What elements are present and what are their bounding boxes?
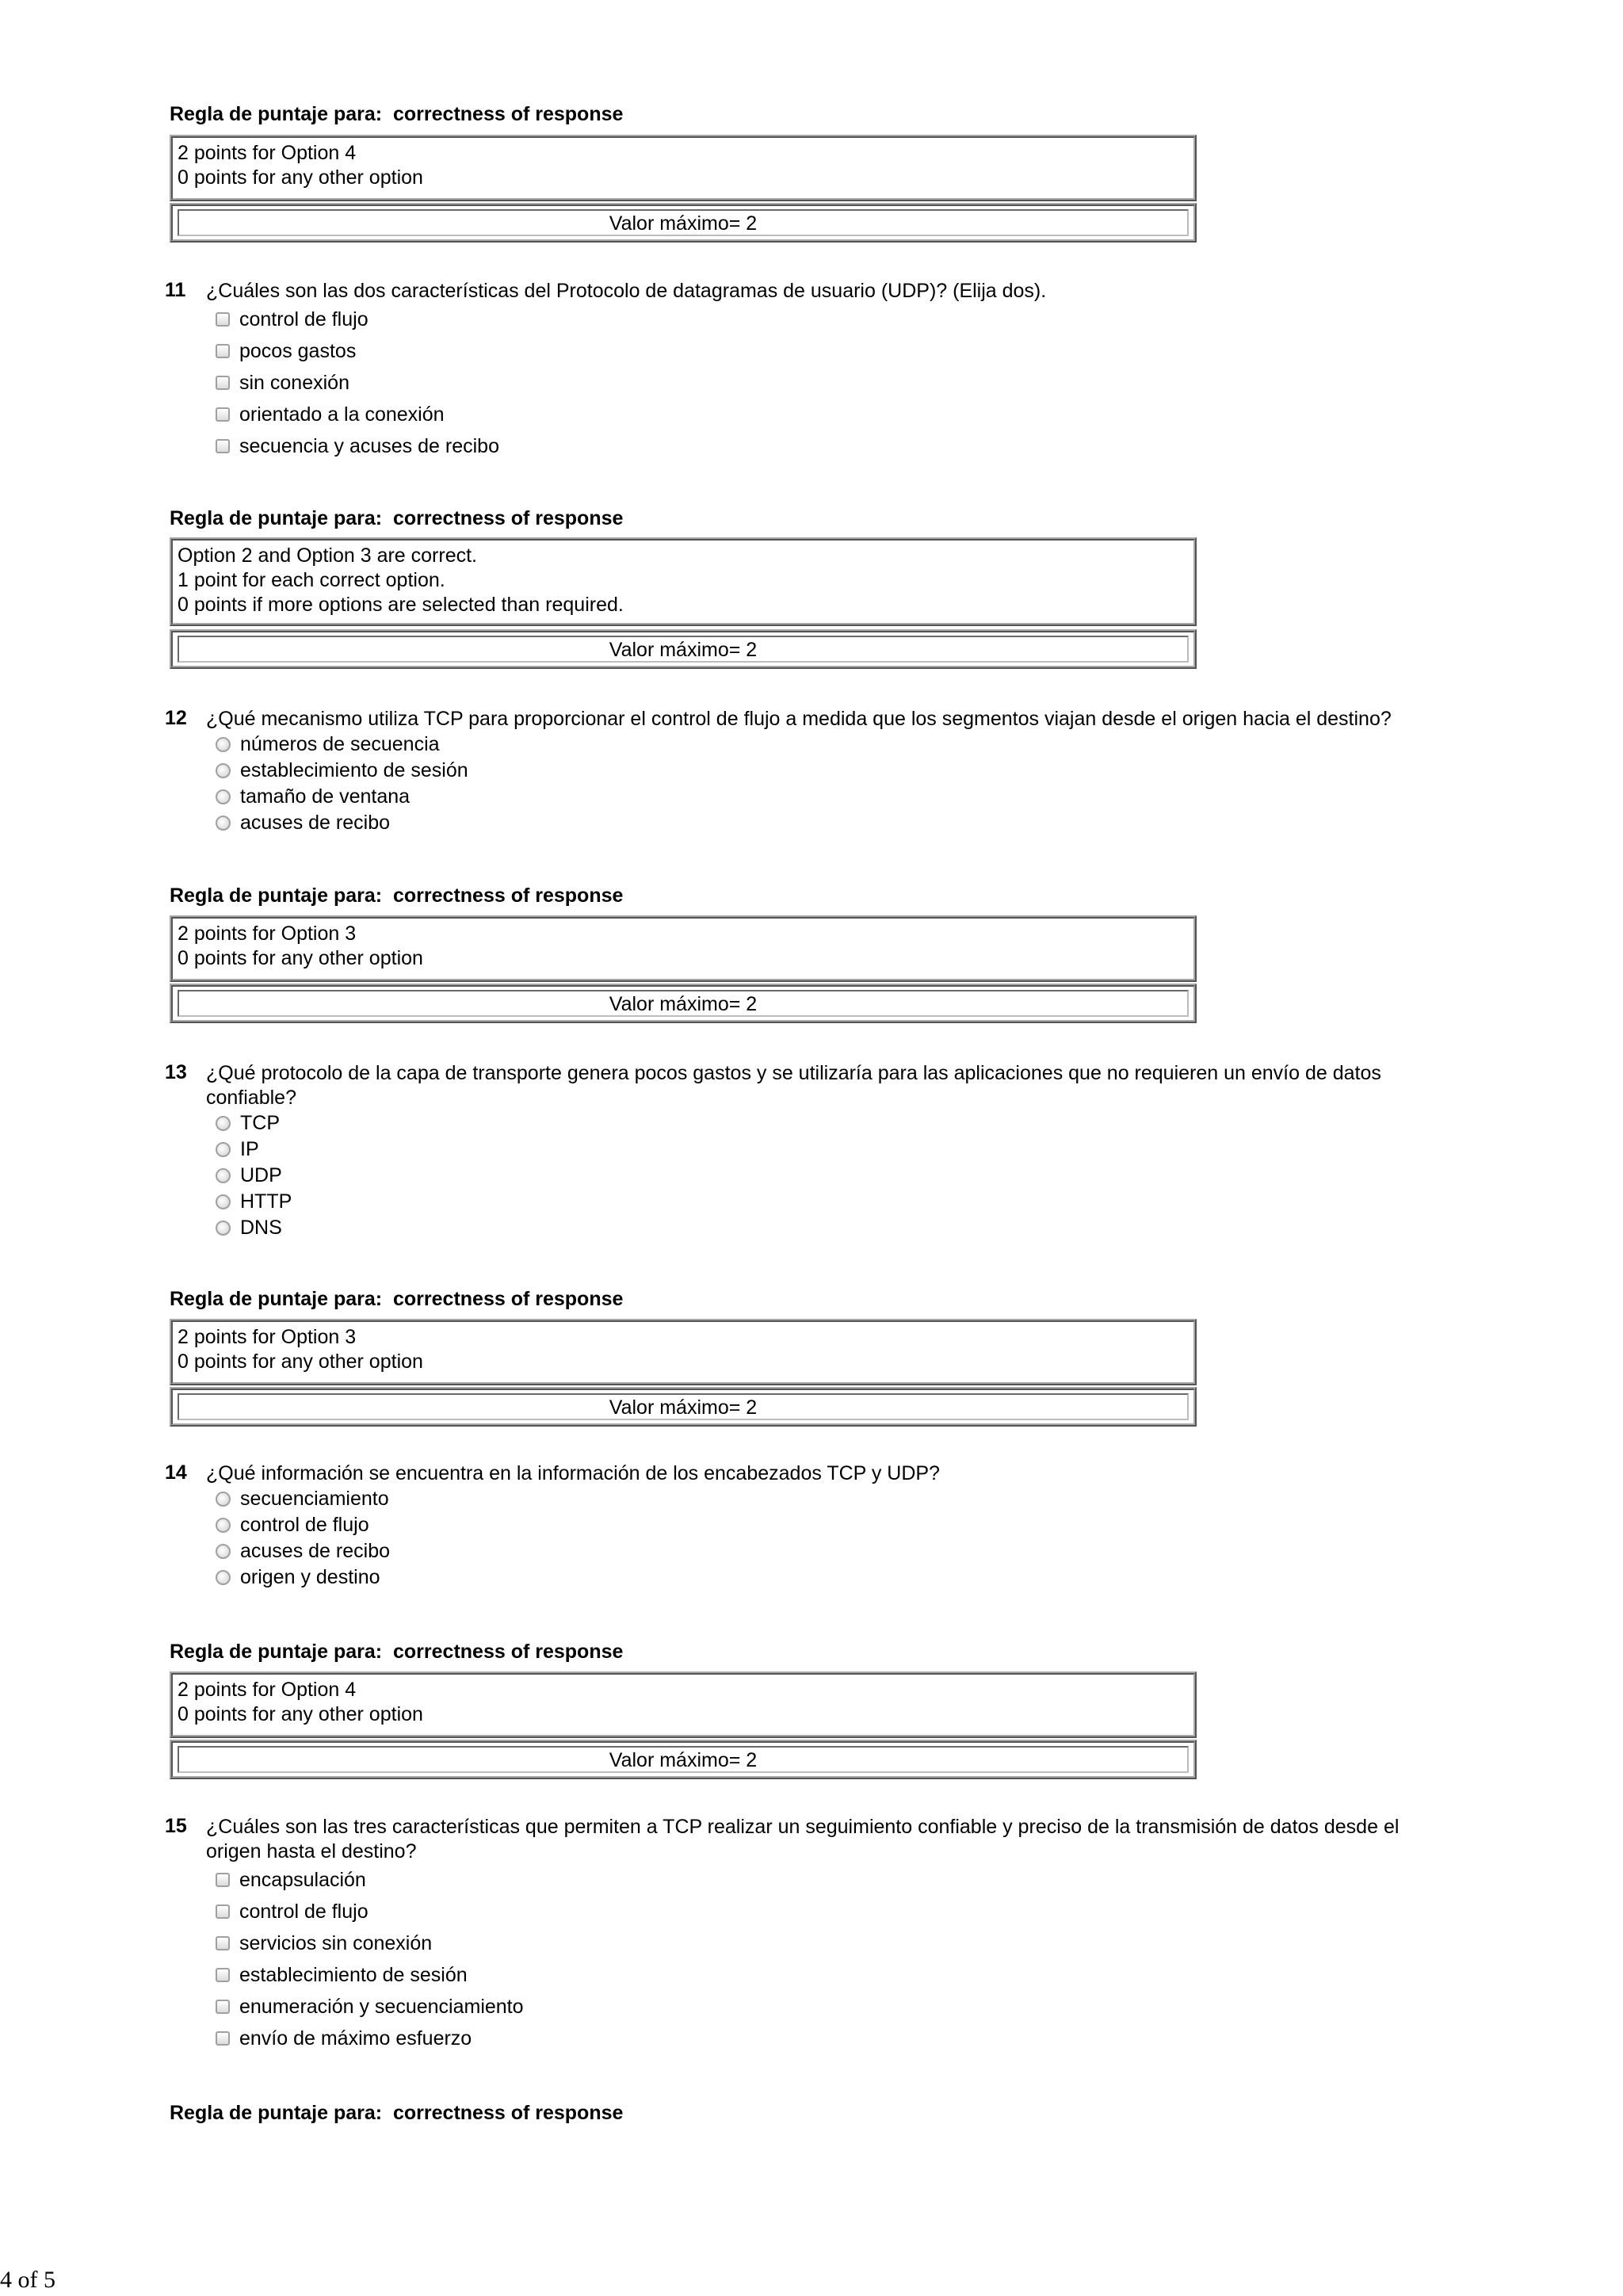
rule-line: 2 points for Option 3 [178,923,357,945]
rule-heading: Regla de puntaje para: correctness of response [170,2102,624,2124]
question-text: ¿Cuáles son las tres características que permiten a TCP realizar un seguimiento confiable y preciso de la transmisión de datos desde el origen hasta el destino? [206,1816,1400,1862]
option-label: sin conexión [239,371,349,394]
answer-option[interactable] [216,2023,1401,2054]
answer-option[interactable] [216,732,1401,758]
question [165,707,1401,836]
checkbox[interactable] [216,376,230,390]
rule-line: 0 points for any other option [178,1703,423,1725]
checkbox[interactable] [216,1968,230,1982]
option-label: números de secuencia [240,733,440,755]
checkbox[interactable] [216,312,230,327]
answer-option[interactable] [216,1110,1401,1137]
question [165,1461,1401,1591]
option-label: envío de máximo esfuerzo [239,2027,472,2050]
rule-heading: Regla de puntaje para: correctness of response [170,1641,624,1663]
option-label: control de flujo [239,308,369,330]
option-label: acuses de recibo [240,812,391,834]
question-text: ¿Cuáles son las dos características del Protocolo de datagramas de usuario (UDP)? (Elija dos). [206,280,1047,302]
answer-option[interactable] [216,335,1401,367]
rule-line: 2 points for Option 4 [178,142,357,164]
question-number: 12 [165,707,187,729]
answer-option[interactable] [216,1189,1401,1215]
rule-box [170,537,1197,626]
rule-heading: Regla de puntaje para: correctness of response [170,507,624,529]
option-label: control de flujo [240,1514,369,1536]
radio-button[interactable] [216,816,231,831]
rule-line: 2 points for Option 3 [178,1326,357,1348]
question-number: 13 [165,1061,187,1083]
rule-line: 1 point for each correct option. [178,569,445,591]
radio-button[interactable] [216,1221,231,1236]
answer-option[interactable] [216,430,1401,462]
radio-button[interactable] [216,789,231,804]
rule-box [170,1671,1197,1738]
question [165,1815,1401,2054]
option-label: DNS [240,1217,282,1239]
checkbox[interactable] [216,1904,230,1919]
radio-button[interactable] [216,737,231,752]
radio-button[interactable] [216,1142,231,1157]
answer-option[interactable] [216,1137,1401,1163]
option-label: acuses de recibo [240,1540,391,1562]
checkbox[interactable] [216,1873,230,1887]
answer-option[interactable] [216,399,1401,430]
answer-option[interactable] [216,1564,1401,1591]
option-label: HTTP [240,1190,292,1213]
answer-option[interactable] [216,1215,1401,1241]
answer-option[interactable] [216,304,1401,335]
answer-option[interactable] [216,810,1401,836]
radio-button[interactable] [216,1168,231,1183]
option-label: origen y destino [240,1566,380,1588]
rule-heading: Regla de puntaje para: correctness of response [170,103,624,125]
radio-button[interactable] [216,1518,231,1533]
checkbox[interactable] [216,407,230,422]
radio-button[interactable] [216,1570,231,1585]
answer-option[interactable] [216,1512,1401,1538]
page-number: 4 of 5 [0,2267,55,2293]
answer-option[interactable] [216,1991,1401,2023]
answer-option[interactable] [216,1538,1401,1564]
rule-heading: Regla de puntaje para: correctness of response [170,1288,624,1310]
rule-max-box [170,1387,1197,1427]
rule-box [170,135,1197,201]
rule-line: 0 points if more options are selected than required. [178,594,624,616]
answer-option[interactable] [216,784,1401,810]
rule-line: 2 points for Option 4 [178,1679,357,1701]
rule-max-box [170,629,1197,669]
answer-option[interactable] [216,367,1401,399]
answer-option[interactable] [216,1959,1401,1991]
rule-max-value: Valor máximo= 2 [178,209,1189,236]
rule-line: 0 points for any other option [178,947,423,969]
option-label: tamaño de ventana [240,785,411,808]
option-label: establecimiento de sesión [240,759,468,781]
option-label: secuencia y acuses de recibo [239,434,499,457]
question-text: ¿Qué información se encuentra en la información de los encabezados TCP y UDP? [206,1462,940,1484]
rule-line: 0 points for any other option [178,1350,423,1373]
question-text: ¿Qué protocolo de la capa de transporte genera pocos gastos y se utilizaría para las aplicaciones que no requieren un envío de datos confiable? [206,1062,1381,1109]
rule-max-value: Valor máximo= 2 [178,1393,1189,1420]
option-label: enumeración y secuenciamiento [239,1995,524,2018]
option-label: establecimiento de sesión [239,1963,468,1986]
checkbox[interactable] [216,2031,230,2046]
checkbox[interactable] [216,439,230,453]
rule-max-box [170,984,1197,1023]
option-label: IP [240,1138,259,1160]
rule-max-value: Valor máximo= 2 [178,636,1189,663]
question-number: 15 [165,1815,187,1837]
option-label: UDP [240,1164,282,1186]
radio-button[interactable] [216,1116,231,1131]
option-label: secuenciamiento [240,1488,389,1510]
checkbox[interactable] [216,344,230,358]
answer-option[interactable] [216,1163,1401,1189]
rule-box [170,1319,1197,1385]
rule-max-value: Valor máximo= 2 [178,1746,1189,1773]
option-label: pocos gastos [239,339,357,362]
rule-max-box [170,1740,1197,1779]
rule-max-box [170,203,1197,243]
option-label: encapsulación [239,1868,366,1891]
option-label: orientado a la conexión [239,403,445,426]
checkbox[interactable] [216,2000,230,2014]
option-label: control de flujo [239,1900,369,1923]
radio-button[interactable] [216,763,231,778]
rule-line: 0 points for any other option [178,166,423,189]
answer-option[interactable] [216,1864,1401,1896]
answer-option[interactable] [216,1896,1401,1927]
question [165,1061,1401,1241]
radio-button[interactable] [216,1492,231,1507]
option-label: TCP [240,1112,280,1134]
question-number: 14 [165,1461,187,1484]
radio-button[interactable] [216,1544,231,1559]
radio-button[interactable] [216,1194,231,1209]
answer-option[interactable] [216,1927,1401,1959]
rule-heading: Regla de puntaje para: correctness of response [170,884,624,907]
rule-max-value: Valor máximo= 2 [178,990,1189,1017]
rule-box [170,915,1197,982]
answer-option[interactable] [216,1486,1401,1512]
rule-line: Option 2 and Option 3 are correct. [178,544,477,567]
question-text: ¿Qué mecanismo utiliza TCP para proporcionar el control de flujo a medida que los segmentos viajan desde el origen hacia el destino? [206,708,1392,730]
question [165,279,1401,462]
option-label: servicios sin conexión [239,1931,433,1954]
checkbox[interactable] [216,1936,230,1950]
question-number: 11 [165,279,186,301]
answer-option[interactable] [216,758,1401,784]
